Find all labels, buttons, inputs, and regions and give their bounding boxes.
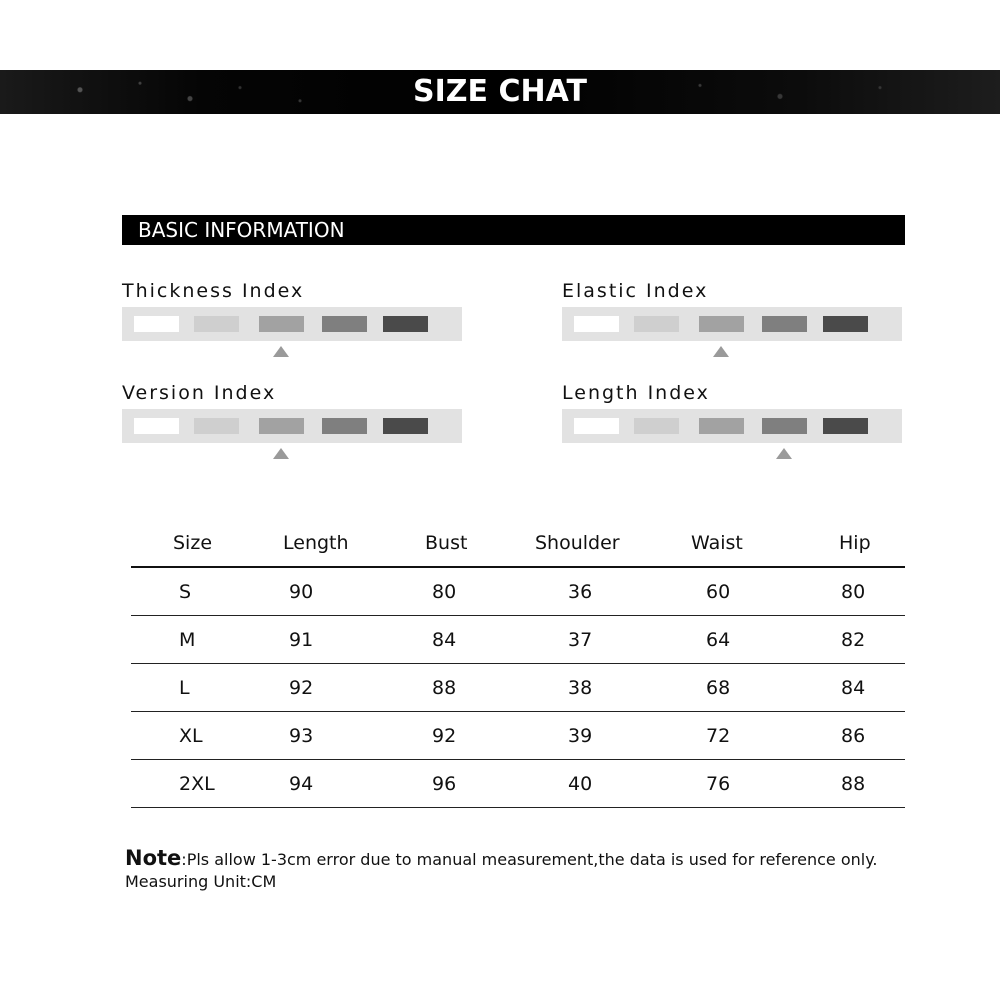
table-cell: XL [179,724,203,747]
table-cell: 88 [432,676,457,699]
index-label: Length Index [562,382,710,404]
banner-title: SIZE CHAT [413,74,587,109]
table-header-cell: Waist [691,532,743,554]
banner [0,70,1000,114]
table-cell: 39 [568,724,593,747]
index-level-swatch [322,418,367,434]
table-header-row [131,520,905,568]
index-level-swatch [383,418,428,434]
table-cell: 82 [841,628,866,651]
index-level-swatch [322,316,367,332]
index-level-swatch [259,316,304,332]
index-pointer-icon [776,448,792,459]
index-level-swatch [134,418,179,434]
table-cell: 38 [568,676,593,699]
note-label: Note [125,846,182,870]
index-level-swatch [574,418,619,434]
table-cell: 72 [706,724,731,747]
index-level-swatch [699,418,744,434]
table-cell: 86 [841,724,866,747]
index-label: Elastic Index [562,280,709,302]
index-pointer-icon [273,346,289,357]
index-level-swatch [823,418,868,434]
table-row [131,760,905,808]
index-scale [122,307,462,341]
table-cell: 84 [432,628,457,651]
table-cell: 36 [568,580,593,603]
table-cell: L [179,676,190,699]
index-level-swatch [699,316,744,332]
index-scale [562,307,902,341]
table-cell: S [179,580,192,603]
note-text: :Pls allow 1-3cm error due to manual measurement,the data is used for reference only. [181,850,878,869]
table-cell: 80 [841,580,866,603]
index-level-swatch [823,316,868,332]
table-header-cell: Shoulder [535,532,620,554]
index-level-swatch [383,316,428,332]
index-scale [122,409,462,443]
index-level-swatch [194,418,239,434]
size-table [131,520,905,808]
index-scale [562,409,902,443]
table-cell: 93 [289,724,314,747]
index-level-swatch [762,418,807,434]
table-header-cell: Length [283,532,349,554]
table-row [131,616,905,664]
note [125,846,985,891]
table-row [131,568,905,616]
table-row [131,712,905,760]
table-cell: 40 [568,772,593,795]
index-level-swatch [762,316,807,332]
index-level-swatch [634,418,679,434]
table-cell: 68 [706,676,731,699]
index-label: Thickness Index [122,280,305,302]
table-cell: 80 [432,580,457,603]
table-cell: 96 [432,772,457,795]
table-cell: 92 [432,724,457,747]
table-cell: 91 [289,628,314,651]
table-cell: M [179,628,196,651]
table-cell: 60 [706,580,731,603]
table-cell: 37 [568,628,593,651]
table-cell: 64 [706,628,731,651]
table-header-cell: Hip [839,532,871,554]
section-title: BASIC INFORMATION [138,218,345,242]
table-cell: 76 [706,772,731,795]
index-label: Version Index [122,382,277,404]
index-pointer-icon [273,448,289,459]
table-header-cell: Bust [425,532,468,554]
index-level-swatch [634,316,679,332]
index-pointer-icon [713,346,729,357]
index-level-swatch [574,316,619,332]
measuring-unit: Measuring Unit:CM [125,872,277,891]
table-cell: 90 [289,580,314,603]
table-header-cell: Size [173,532,213,554]
table-cell: 94 [289,772,314,795]
table-cell: 92 [289,676,314,699]
table-cell: 88 [841,772,866,795]
table-cell: 84 [841,676,866,699]
index-level-swatch [194,316,239,332]
table-row [131,664,905,712]
section-header [122,215,905,245]
index-level-swatch [134,316,179,332]
index-level-swatch [259,418,304,434]
table-cell: 2XL [179,772,215,795]
